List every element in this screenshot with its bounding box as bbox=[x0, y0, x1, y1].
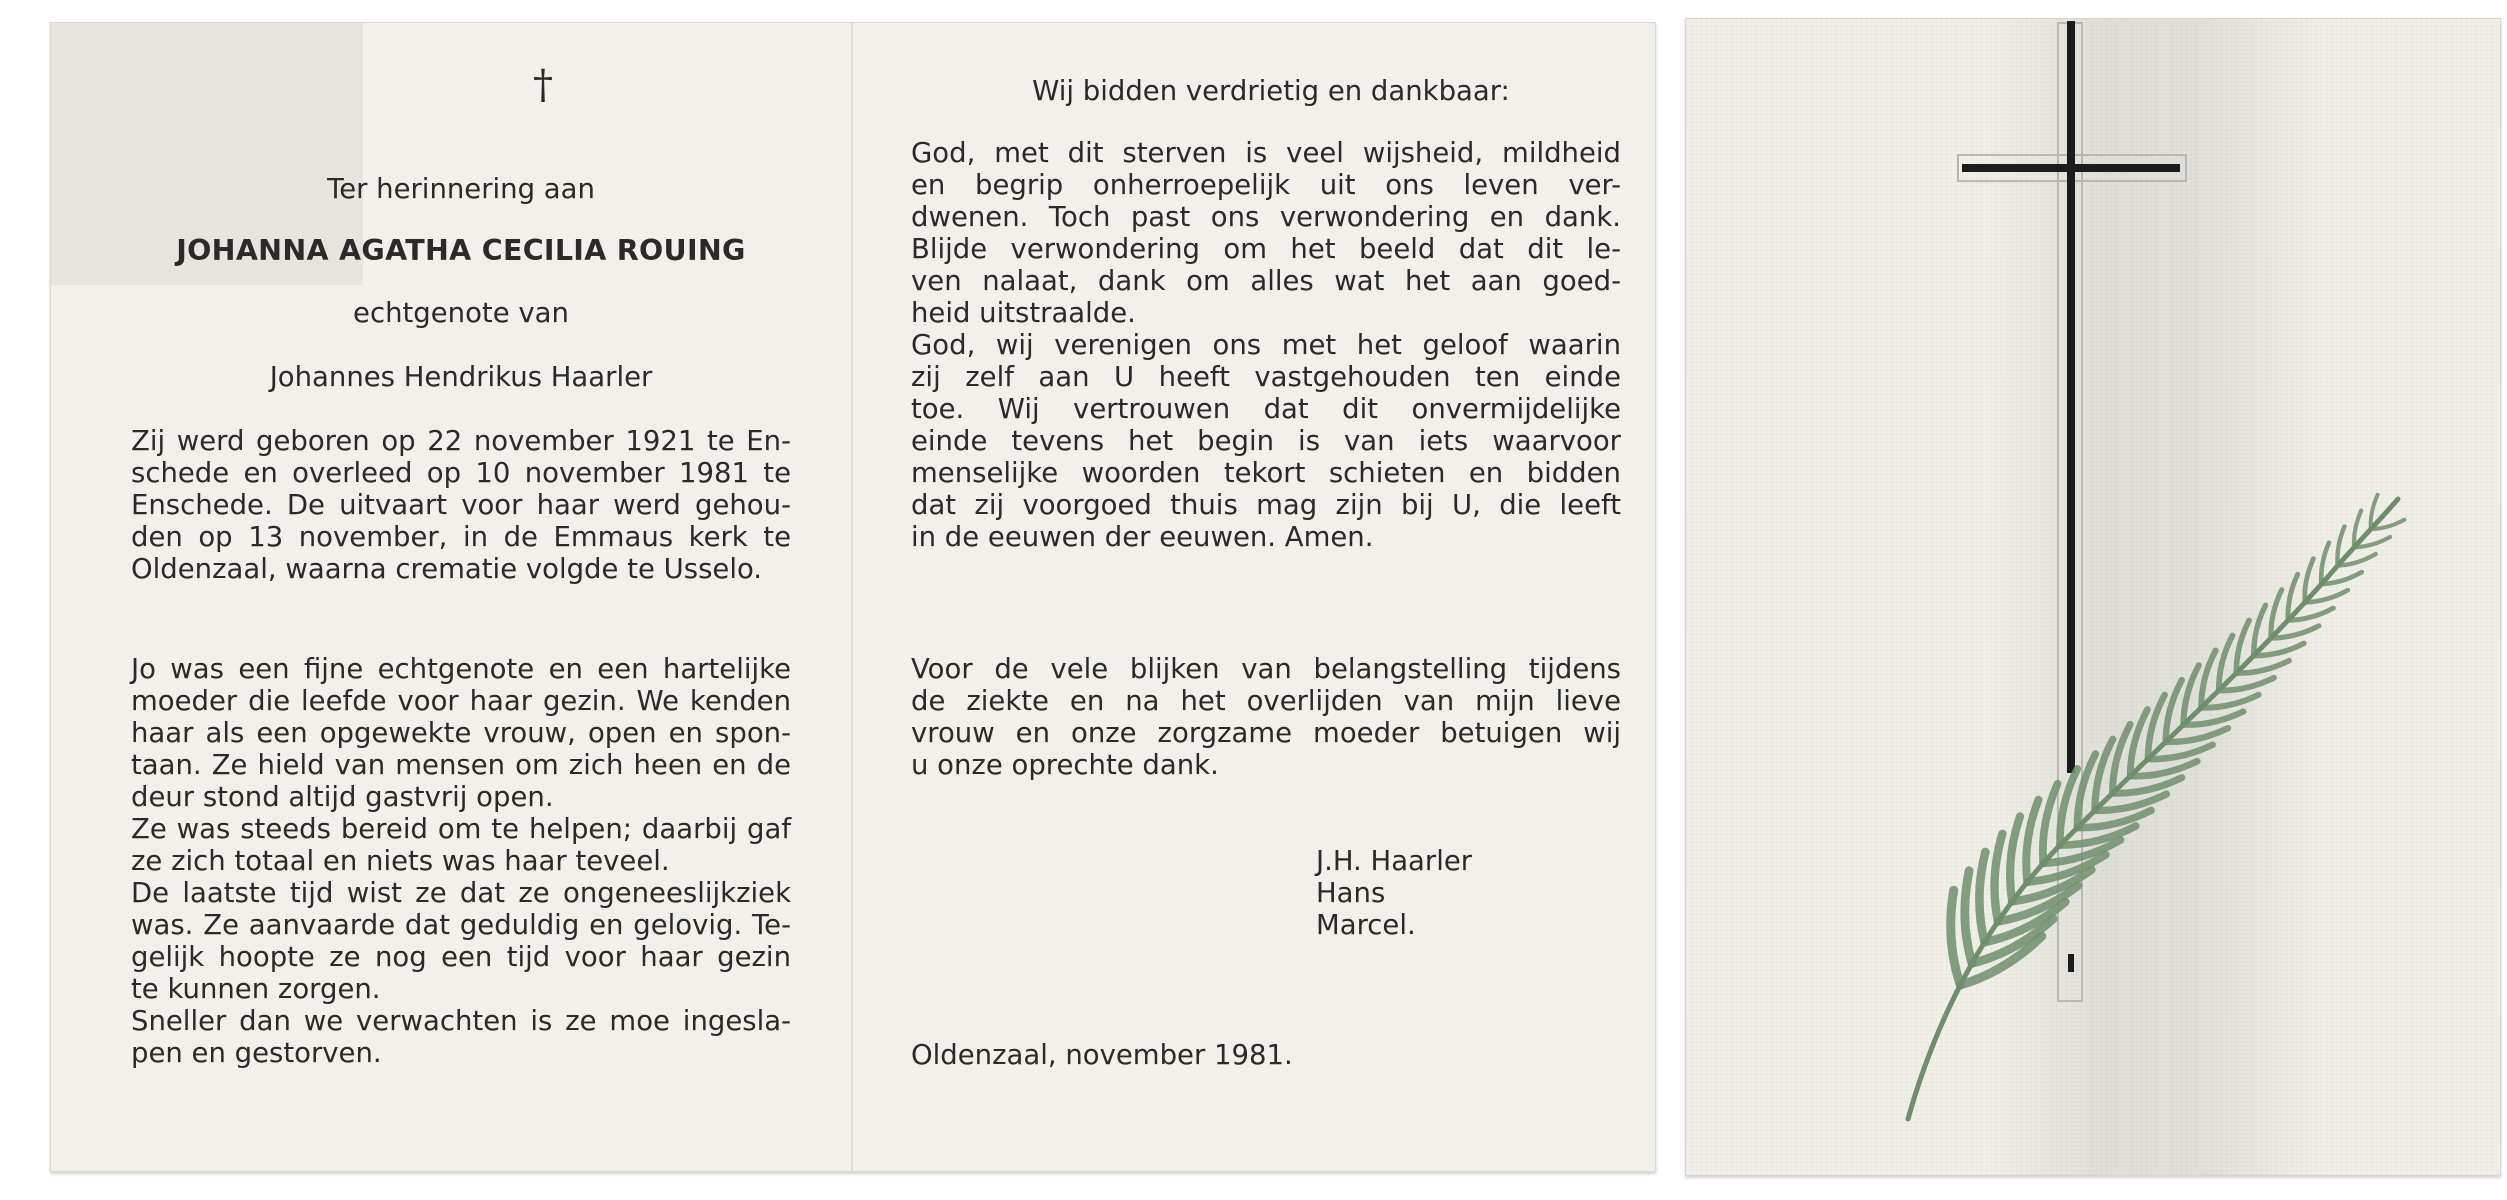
text-line: God, wij verenigen ons met het geloof waarin bbox=[911, 329, 1621, 361]
text-line: Oldenzaal, waarna crematie volgde te Usselo. bbox=[131, 553, 763, 585]
text-line: deur stond altijd gastvrij open. bbox=[131, 781, 554, 813]
cross-icon bbox=[1958, 21, 2186, 1001]
text-line: de ziekte en na het overlijden van mijn lieve bbox=[911, 685, 1621, 717]
palm-leaf bbox=[1951, 890, 1961, 985]
life-paragraph bbox=[131, 653, 791, 1069]
text-line: dat zij voorgoed thuis mag zijn bij U, die leeft bbox=[911, 489, 1621, 521]
text-line: haar als een opgewekte vrouw, open en spon- bbox=[131, 717, 791, 749]
center-fold bbox=[851, 23, 853, 1171]
text-line: en begrip onherroepelijk uit ons leven ver- bbox=[911, 169, 1621, 201]
text-line: Ze was steeds bereid om te helpen; daarbij gaf bbox=[131, 813, 791, 845]
text-line: Sneller dan we verwachten is ze moe ingesla- bbox=[131, 1005, 791, 1037]
palm-leaf bbox=[1979, 852, 1985, 942]
memorial-card-cover bbox=[1685, 18, 2501, 1176]
signature-name: Marcel. bbox=[1316, 909, 1416, 941]
text-line: ze zich totaal en niets was haar teveel. bbox=[131, 845, 670, 877]
text-line: heid uitstraalde. bbox=[911, 297, 1136, 329]
text-line: den op 13 november, in de Emmaus kerk te bbox=[131, 521, 791, 553]
intro-line: Ter herinnering aan bbox=[327, 173, 595, 205]
text-line: toe. Wij vertrouwen dat dit onvermijdelijke bbox=[911, 393, 1621, 425]
prayer-heading: Wij bidden verdrietig en dankbaar: bbox=[1032, 75, 1510, 107]
text-line: Voor de vele blijken van belangstelling tijdens bbox=[911, 653, 1621, 685]
cross-symbol-icon: † bbox=[533, 62, 553, 108]
birth-paragraph bbox=[131, 425, 791, 585]
text-line: u onze oprechte dank. bbox=[911, 749, 1219, 781]
text-line: te kunnen zorgen. bbox=[131, 973, 381, 1005]
text-line: menselijke woorden tekort schieten en bidden bbox=[911, 457, 1621, 489]
text-line: gelijk hoopte ze nog een tijd voor haar gezin bbox=[131, 941, 791, 973]
palm-leaf bbox=[1965, 871, 1972, 964]
text-line: Jo was een fijne echtgenote en een hartelijke bbox=[131, 653, 791, 685]
text-line: God, met dit sterven is veel wijsheid, mildheid bbox=[911, 137, 1621, 169]
cross-palm-illustration bbox=[1686, 19, 2500, 1175]
signature-name: Hans bbox=[1316, 877, 1386, 909]
palm-leaf bbox=[2010, 816, 2020, 901]
prayer-paragraph bbox=[911, 137, 1621, 553]
signature-name: J.H. Haarler bbox=[1316, 845, 1473, 877]
text-line: ven nalaat, dank om alles wat het aan goed- bbox=[911, 265, 1621, 297]
text-line: dwenen. Toch past ons verwondering en dank. bbox=[911, 201, 1621, 233]
text-line: taan. Ze hield van mensen om zich heen en de bbox=[131, 749, 791, 781]
text-line: in de eeuwen der eeuwen. Amen. bbox=[911, 521, 1374, 553]
text-line: Zij werd geboren op 22 november 1921 te En- bbox=[131, 425, 791, 457]
text-line: einde tevens het begin is van iets waarvoor bbox=[911, 425, 1621, 457]
signatures bbox=[1316, 845, 1472, 941]
text-line: moeder die leefde voor haar gezin. We kenden bbox=[131, 685, 791, 717]
text-line: vrouw en onze zorgzame moeder betuigen wij bbox=[911, 717, 1621, 749]
text-line: Blijde verwondering om het beeld dat dit le- bbox=[911, 233, 1621, 265]
text-line: pen en gestorven. bbox=[131, 1037, 382, 1069]
text-line: zij zelf aan U heeft vastgehouden ten einde bbox=[911, 361, 1621, 393]
text-line: was. Ze aanvaarde dat geduldig en gelovig. Te- bbox=[131, 909, 791, 941]
spouse-label: echtgenote van bbox=[353, 297, 569, 329]
text-line: De laatste tijd wist ze dat ze ongeneeslijkziek bbox=[131, 877, 791, 909]
text-line: Enschede. De uitvaart voor haar werd gehou- bbox=[131, 489, 791, 521]
place-date bbox=[911, 1039, 1293, 1071]
deceased-name: JOHANNA AGATHA CECILIA ROUING bbox=[176, 234, 746, 267]
text-line: schede en overleed op 10 november 1981 te bbox=[131, 457, 791, 489]
thanks-paragraph bbox=[911, 653, 1621, 781]
memorial-card-inside bbox=[50, 22, 1656, 1172]
spouse-name: Johannes Hendrikus Haarler bbox=[269, 361, 653, 393]
palm-branch-icon bbox=[1908, 495, 2404, 1119]
place-date-text: Oldenzaal, november 1981. bbox=[911, 1039, 1293, 1071]
palm-leaf bbox=[1995, 834, 2003, 922]
